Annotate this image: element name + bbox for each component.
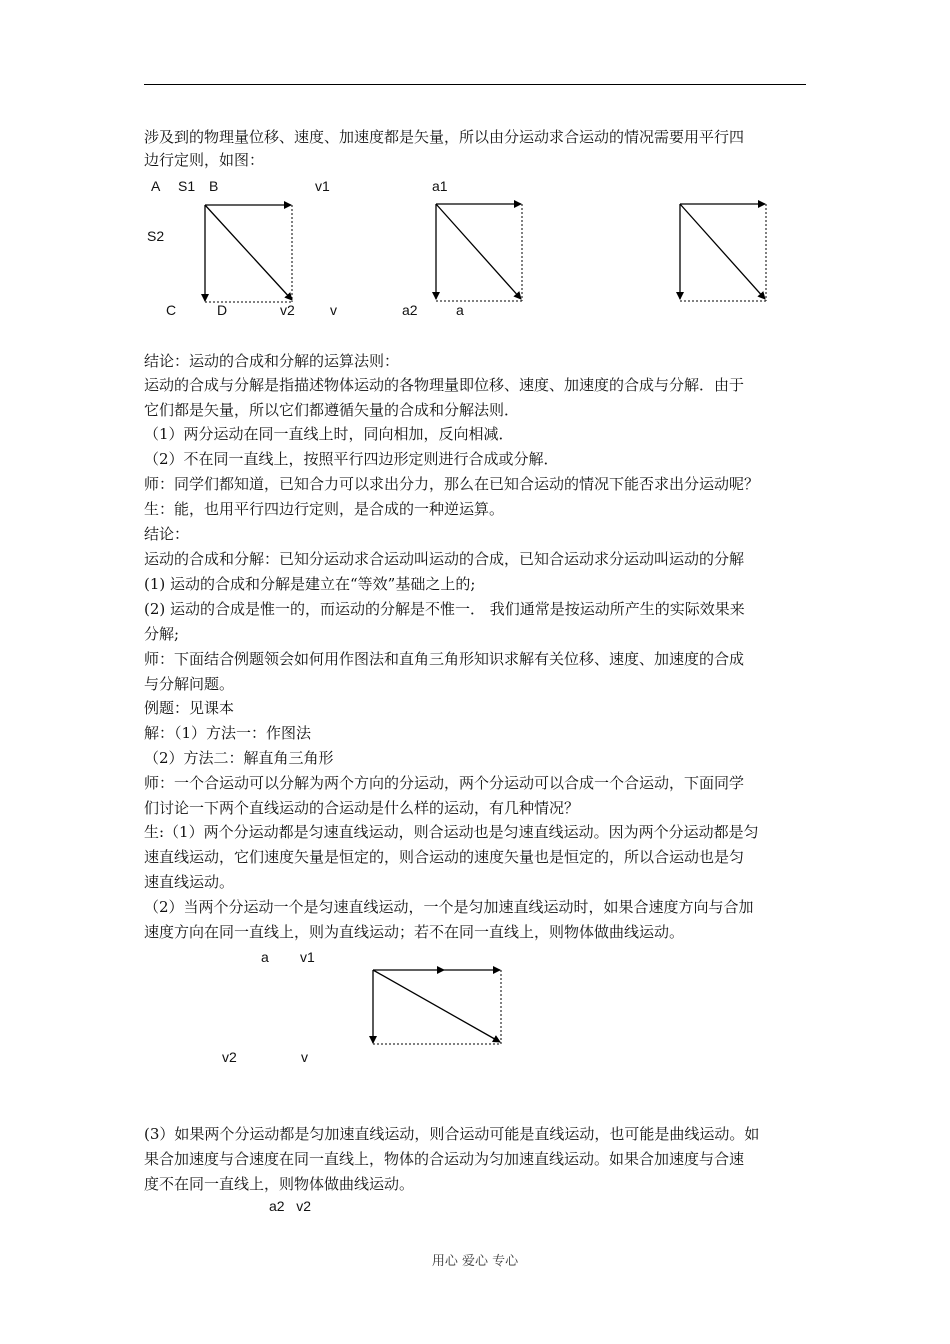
paragraph-line: 运动的合成与分解是指描述物体运动的各物理量即位移、速度、加速度的合成与分解．由于 xyxy=(144,376,745,394)
paragraph-line: 生：能，也用平行四边行定则，是合成的一种逆运算。 xyxy=(144,500,505,518)
paragraph-line: 结论：运动的合成和分解的运算法则： xyxy=(144,352,400,370)
label-a2-v2: a2 v2 xyxy=(269,1198,312,1214)
label-a1: a1 xyxy=(432,178,448,194)
paragraph-line: 度不在同一直线上，则物体做曲线运动。 xyxy=(144,1175,415,1193)
velocity-composition-diagram xyxy=(362,960,512,1052)
paragraph-line: 结论： xyxy=(144,525,190,543)
label-a: a xyxy=(261,949,269,965)
paragraph-line: 们讨论一下两个直线运动的合运动是什么样的运动，有几种情况？ xyxy=(144,799,580,817)
paragraph-line: 速度方向在同一直线上，则为直线运动；若不在同一直线上，则物体做曲线运动。 xyxy=(144,923,685,941)
label-C: C xyxy=(166,302,177,318)
label-S1: S1 xyxy=(178,178,196,194)
paragraph-line: 运动的合成和分解：已知分运动求合运动叫运动的合成，已知合运动求分运动叫运动的分解 xyxy=(144,550,745,568)
label-v1: v1 xyxy=(300,949,315,965)
paragraph-line: 与分解问题。 xyxy=(144,675,235,693)
paragraph-line: 解：（1）方法一：作图法 xyxy=(144,724,312,742)
paragraph-line: 速直线运动。 xyxy=(144,873,235,891)
paragraph-line: (3）如果两个分运动都是匀加速直线运动，则合运动可能是直线运动，也可能是曲线运动。如 xyxy=(144,1125,760,1143)
paragraph-line: 师：下面结合例题领会如何用作图法和直角三角形知识求解有关位移、速度、加速度的合成 xyxy=(144,650,745,668)
header-rule xyxy=(144,84,806,85)
paragraph-line: 果合加速度与合速度在同一直线上，物体的合运动为匀加速直线运动。如果合加速度与合速 xyxy=(144,1150,745,1168)
paragraph-line: (2) 运动的合成是惟一的，而运动的分解是不惟一． 我们通常是按运动所产生的实际效果来 xyxy=(144,600,745,618)
paragraph-line: 师：一个合运动可以分解为两个方向的分运动，两个分运动可以合成一个合运动，下面同学 xyxy=(144,774,745,792)
label-v: v xyxy=(330,302,337,318)
label-a: a xyxy=(456,302,464,318)
label-v2: v2 xyxy=(222,1049,237,1065)
diagram-velocity xyxy=(436,204,522,301)
paragraph-line: （1）两分运动在同一直线上时，同向相加，反向相减． xyxy=(144,425,514,443)
diagram-displacement xyxy=(205,205,292,302)
label-A: A xyxy=(151,178,161,194)
label-S2: S2 xyxy=(147,228,165,244)
parallelogram-diagrams xyxy=(195,195,785,310)
paragraph-line: (1) 运动的合成和分解是建立在“等效”基础之上的; xyxy=(144,575,476,593)
page-footer: 用心 爱心 专心 xyxy=(431,1254,519,1269)
label-v1: v1 xyxy=(315,178,330,194)
diagram-acceleration xyxy=(680,204,766,301)
paragraph-line: 例题：见课本 xyxy=(144,699,235,717)
paragraph-line: 生:（1）两个分运动都是匀速直线运动，则合运动也是匀速直线运动。因为两个分运动都是匀 xyxy=(144,823,759,841)
label-B: B xyxy=(209,178,219,194)
label-a2: a2 xyxy=(402,302,418,318)
paragraph-line: （2）当两个分运动一个是匀速直线运动，一个是匀加速直线运动时，如果合速度方向与合加 xyxy=(144,898,754,916)
paragraph-line: 边行定则，如图： xyxy=(144,151,265,169)
label-D: D xyxy=(217,302,228,318)
label-v2: v2 xyxy=(280,302,295,318)
paragraph-line: （2）方法二：解直角三角形 xyxy=(144,749,334,767)
label-v: v xyxy=(301,1049,308,1065)
paragraph-line: 它们都是矢量，所以它们都遵循矢量的合成和分解法则． xyxy=(144,401,520,419)
paragraph-line: （2）不在同一直线上，按照平行四边形定则进行合成或分解． xyxy=(144,450,559,468)
paragraph-line: 速直线运动，它们速度矢量是恒定的，则合运动的速度矢量也是恒定的，所以合运动也是匀 xyxy=(144,848,745,866)
paragraph-line: 分解; xyxy=(144,625,180,643)
paragraph-line: 涉及到的物理量位移、速度、加速度都是矢量，所以由分运动求合运动的情况需要用平行四 xyxy=(144,128,745,146)
paragraph-line: 师：同学们都知道，已知合力可以求出分力，那么在已知合运动的情况下能否求出分运动呢？ xyxy=(144,475,760,493)
